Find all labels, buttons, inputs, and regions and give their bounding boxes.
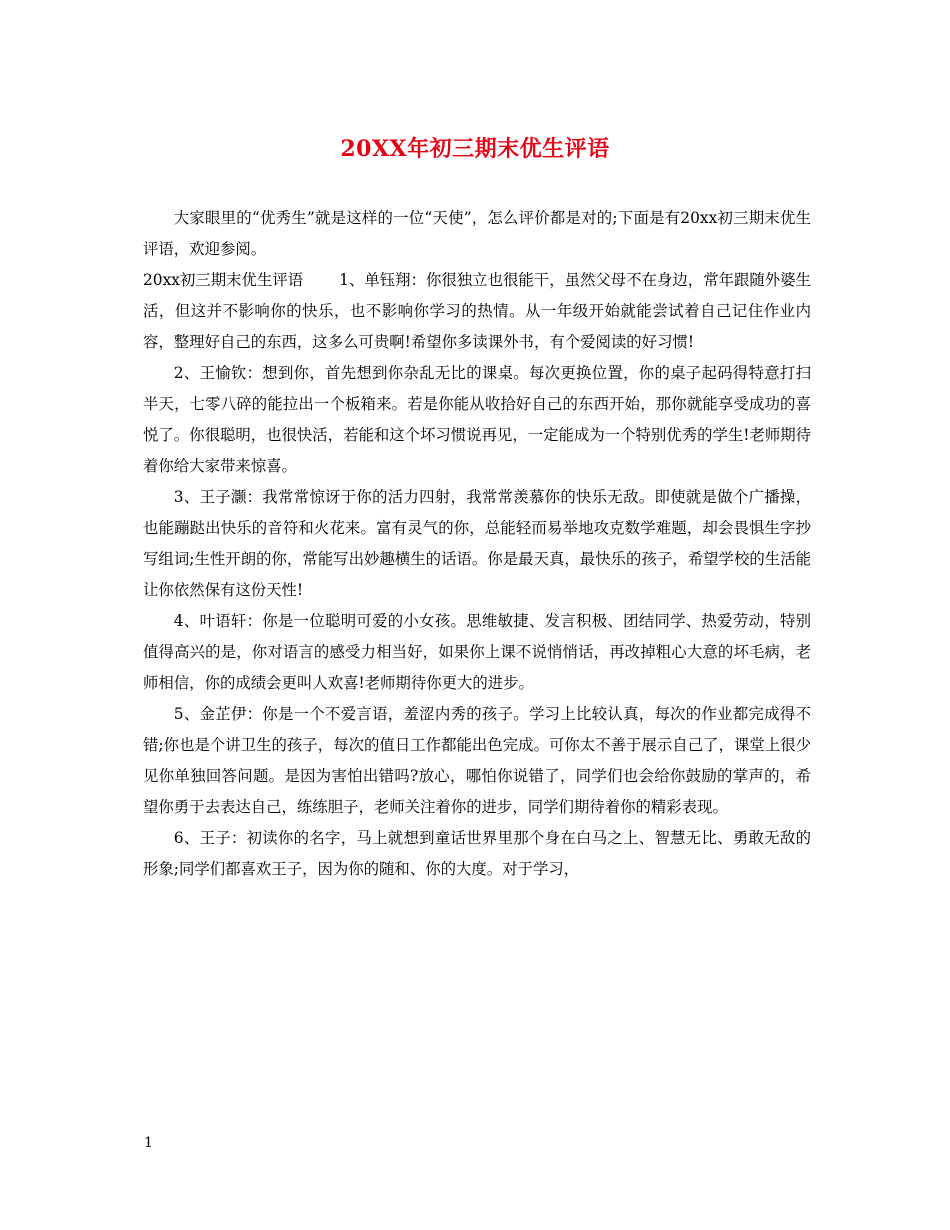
page-number: 1 — [144, 1135, 153, 1151]
comment-paragraph-3: 3、王子灏：我常常惊讶于你的活力四射，我常常羡慕你的快乐无敌。即使就是做个广播操，也能蹦跶出快乐的音符和火花来。富有灵气的你，总能轻而易举地攻克数学难题，却会畏惧生字抄写组词;生性开朗的你，常能写出妙趣横生的话语。你是最天真，最快乐的孩子，希望学校的生活能让你依然保有这份天性! — [143, 488, 811, 599]
comment-text-1: 1、单钰翔：你很独立也很能干，虽然父母不在身边，常年跟随外婆生活，但这并不影响你的快乐，也不影响你学习的热情。从一年级开始就能尝试着自己记住作业内容，整理好自己的东西，这多么可贵啊!希望你多读课外书，有个爱阅读的好习惯! — [143, 271, 811, 351]
document-title: 20XX年初三期末优生评语 — [340, 136, 610, 162]
comment-paragraph-6: 6、王子：初读你的名字，马上就想到童话世界里那个身在白马之上、智慧无比、勇敢无敌的形象;同学们都喜欢王子，因为你的随和、你的大度。对于学习， — [143, 829, 811, 878]
comment-paragraph-4: 4、叶语轩：你是一位聪明可爱的小女孩。思维敏捷、发言积极、团结同学、热爱劳动，特别值得高兴的是，你对语言的感受力相当好，如果你上课不说悄悄话，再改掉粗心大意的坏毛病，老师相信，你的成绩会更叫人欢喜!老师期待你更大的进步。 — [143, 612, 811, 692]
document-body — [143, 203, 811, 885]
intro-paragraph: 大家眼里的“优秀生”就是这样的一位“天使”，怎么评价都是对的;下面是有20xx初三期末优生评语，欢迎参阅。 — [143, 209, 811, 258]
comment-paragraph-1 — [143, 265, 811, 358]
section-heading: 20xx初三期末优生评语 — [143, 271, 304, 289]
comment-paragraph-5: 5、金芷伊：你是一个不爱言语，羞涩内秀的孩子。学习上比较认真，每次的作业都完成得不错;你也是个讲卫生的孩子，每次的值日工作都能出色完成。可你太不善于展示自己了，课堂上很少见你单独回答问题。是因为害怕出错吗?放心，哪怕你说错了，同学们也会给你鼓励的掌声的，希望你勇于去表达自己，练练胆子，老师关注着你的进步，同学们期待着你的精彩表现。 — [143, 705, 811, 816]
comment-paragraph-2: 2、王愉钦：想到你，首先想到你杂乱无比的课桌。每次更换位置，你的桌子起码得特意打扫半天，七零八碎的能拉出一个板箱来。若是你能从收拾好自己的东西开始，那你就能享受成功的喜悦了。你很聪明，也很快活，若能和这个坏习惯说再见，一定能成为一个特别优秀的学生!老师期待着你给大家带来惊喜。 — [143, 364, 811, 475]
